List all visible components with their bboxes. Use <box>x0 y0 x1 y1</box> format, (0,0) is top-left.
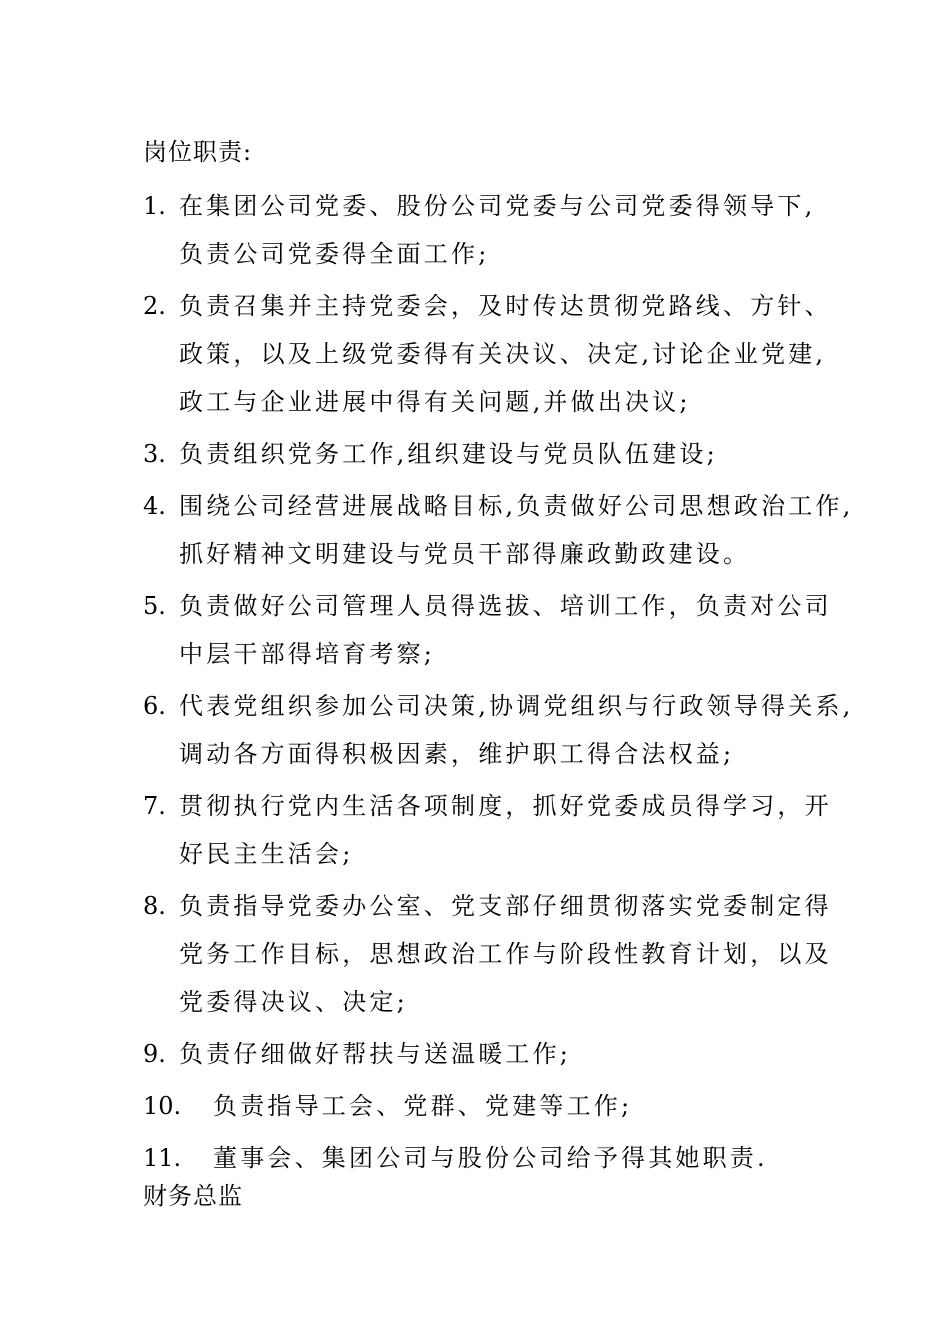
item-number: 4. <box>143 492 166 520</box>
item-number: 9. <box>143 1040 166 1068</box>
item-number: 5. <box>143 592 166 620</box>
next-section-title: 财务总监 <box>143 1182 243 1210</box>
item-line: 围绕公司经营进展战略目标,负责做好公司思想政治工作, <box>179 492 854 520</box>
item-number: 7. <box>143 792 166 820</box>
item-line: 政工与企业进展中得有关问题,并做出决议; <box>179 388 691 416</box>
item-line: 负责公司党委得全面工作; <box>179 240 490 268</box>
item-number: 6. <box>143 692 166 720</box>
item-text <box>179 782 832 878</box>
section-heading: 岗位职责: <box>143 138 253 166</box>
item-text <box>179 482 853 578</box>
item-text <box>179 430 823 478</box>
item-line: 代表党组织参加公司决策,协调党组织与行政领导得关系, <box>179 692 854 720</box>
item-line: 董事会、集团公司与股份公司给予得其她职责. <box>213 1144 768 1172</box>
item-line: 在集团公司党委、股份公司党委与公司党委得领导下, <box>179 192 816 220</box>
item-line: 抓好精神文明建设与党员干部得廉政勤政建设。 <box>179 540 751 568</box>
list-item <box>143 282 832 426</box>
item-number: 2. <box>143 292 166 320</box>
item-text <box>179 182 823 278</box>
item-number: 11. <box>143 1144 182 1172</box>
list-item <box>143 1082 823 1130</box>
list-item <box>143 782 832 878</box>
list-item <box>143 1134 823 1182</box>
item-number: 3. <box>143 440 166 468</box>
item-line: 负责召集并主持党委会，及时传达贯彻党路线、方针、 <box>179 292 832 320</box>
item-number: 8. <box>143 892 166 920</box>
list-item <box>143 882 832 1026</box>
item-number: 1. <box>143 192 166 220</box>
item-text <box>213 1082 823 1130</box>
item-line: 党委得决议、决定; <box>179 988 408 1016</box>
item-line: 贯彻执行党内生活各项制度，抓好党委成员得学习，开 <box>179 792 832 820</box>
list-item <box>143 1030 823 1078</box>
item-line: 负责做好公司管理人员得选拔、培训工作，负责对公司 <box>179 592 832 620</box>
item-line: 中层干部得培育考察; <box>179 640 436 668</box>
item-text <box>179 582 832 678</box>
item-text <box>179 882 832 1026</box>
item-line: 负责指导党委办公室、党支部仔细贯彻落实党委制定得 <box>179 892 832 920</box>
list-item <box>143 182 823 278</box>
list-item <box>143 430 823 478</box>
item-text <box>213 1134 823 1182</box>
item-line: 好民主生活会; <box>179 840 354 868</box>
item-text <box>179 1030 823 1078</box>
item-text <box>179 682 853 778</box>
duties-list <box>143 182 854 1186</box>
item-text <box>179 282 832 426</box>
list-item <box>143 482 854 578</box>
item-line: 负责指导工会、党群、党建等工作; <box>213 1092 633 1120</box>
item-number: 10. <box>143 1092 182 1120</box>
item-line: 政策，以及上级党委得有关决议、决定,讨论企业党建, <box>179 340 827 368</box>
item-line: 党务工作目标，思想政治工作与阶段性教育计划，以及 <box>179 940 832 968</box>
list-item <box>143 582 832 678</box>
list-item <box>143 682 854 778</box>
item-line: 负责组织党务工作,组织建设与党员队伍建设; <box>179 440 718 468</box>
item-line: 负责仔细做好帮扶与送温暖工作; <box>179 1040 572 1068</box>
item-line: 调动各方面得积极因素，维护职工得合法权益; <box>179 740 735 768</box>
